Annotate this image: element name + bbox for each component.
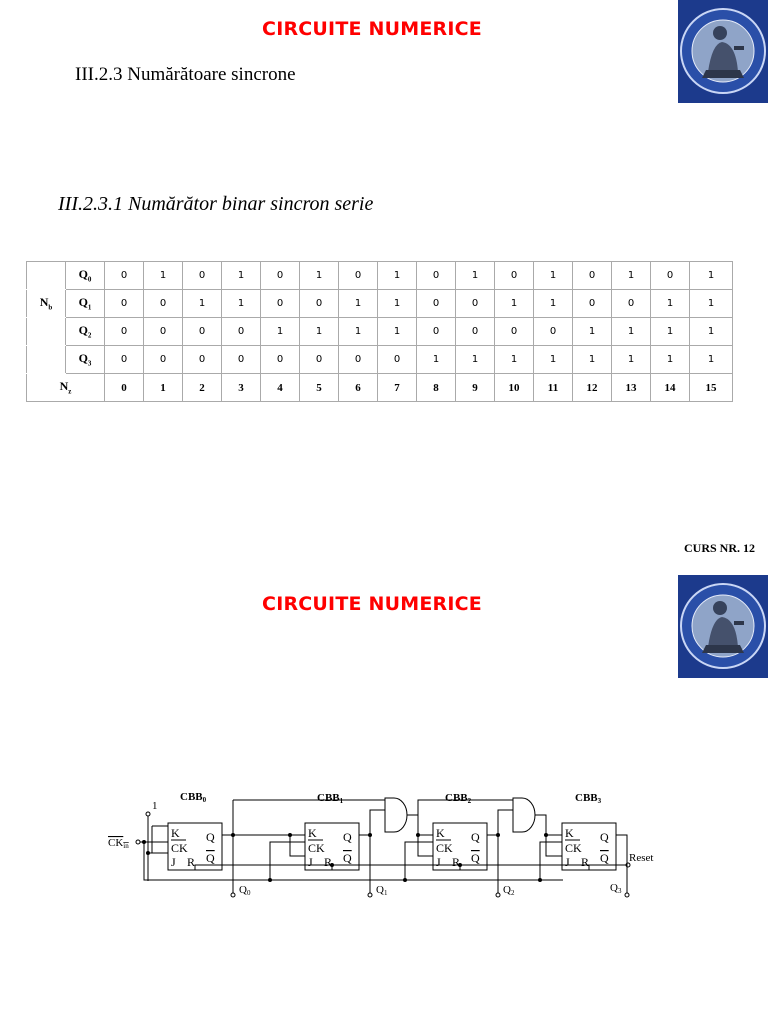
nz-cell: 13 [612, 374, 651, 402]
slide-title: CIRCUITE NUMERICE [262, 18, 482, 40]
table-cell: 1 [573, 318, 612, 346]
table-cell: 1 [534, 346, 573, 374]
pin-label-r: R [452, 855, 461, 869]
nz-cell: 11 [534, 374, 573, 402]
table-row [27, 290, 733, 318]
block-label-1: CBB1 [317, 792, 344, 805]
pin-label-r: R [324, 855, 333, 869]
pin-label-r: R [581, 855, 590, 869]
nz-cell: 15 [690, 374, 733, 402]
nz-cell: 8 [417, 374, 456, 402]
table-cell: 1 [612, 318, 651, 346]
table-cell: 1 [456, 346, 495, 374]
pin-label-qbar: Q [343, 851, 352, 865]
table-cell: 1 [651, 346, 690, 374]
q1-terminal [368, 893, 372, 897]
nz-cell: 2 [183, 374, 222, 402]
table-cell: 1 [300, 318, 339, 346]
pin-label-q: Q [206, 830, 215, 844]
pin-label-j: J [171, 855, 176, 869]
table-cell: 0 [339, 346, 378, 374]
logic-one-terminal [146, 812, 150, 816]
nb-group-cell [27, 318, 66, 346]
q3-terminal [625, 893, 629, 897]
pin-label-ck: CK [171, 841, 188, 855]
table-cell: 0 [105, 290, 144, 318]
table-cell: 1 [417, 346, 456, 374]
table-row [27, 318, 733, 346]
table-cell: 1 [612, 346, 651, 374]
table-cell: 0 [573, 262, 612, 290]
and-gate-1 [385, 798, 407, 832]
table-row [27, 262, 733, 290]
table-cell: 1 [495, 290, 534, 318]
table-cell: 1 [690, 290, 733, 318]
counter-circuit-diagram [100, 780, 670, 920]
row-label: $Q_1$ [66, 290, 105, 318]
table-cell: 0 [144, 290, 183, 318]
pin-label-q: Q [343, 830, 352, 844]
pin-label-k: K [436, 826, 445, 840]
nz-cell: 5 [300, 374, 339, 402]
table-cell: 1 [690, 262, 733, 290]
table-cell: 0 [261, 262, 300, 290]
table-cell: 0 [417, 318, 456, 346]
truth-table [26, 261, 733, 402]
q0-label: Q0 [239, 884, 251, 897]
table-cell: 0 [495, 318, 534, 346]
table-cell: 0 [144, 346, 183, 374]
logic-one-label: 1 [152, 800, 158, 812]
nz-cell: 12 [573, 374, 612, 402]
table-cell: 0 [105, 346, 144, 374]
table-cell: 0 [183, 262, 222, 290]
table-cell: 0 [456, 318, 495, 346]
table-cell: 0 [105, 262, 144, 290]
slide-2 [0, 573, 768, 1024]
table-cell: 0 [261, 346, 300, 374]
pin-label-j: J [436, 855, 441, 869]
table-cell: 1 [339, 318, 378, 346]
university-seal-icon [678, 575, 768, 678]
nz-label: $N_z$ [27, 374, 105, 402]
row-label: $Q_0$ [66, 262, 105, 290]
pin-label-qbar: Q [600, 851, 609, 865]
row-label: $Q_3$ [66, 346, 105, 374]
table-cell: 1 [612, 262, 651, 290]
pin-label-k: K [171, 826, 180, 840]
nz-row [27, 374, 733, 402]
pin-label-k: K [565, 826, 574, 840]
q3-label: Q3 [610, 882, 622, 895]
nz-cell: 1 [144, 374, 183, 402]
table-cell: 0 [651, 262, 690, 290]
table-cell: 1 [183, 290, 222, 318]
table-cell: 0 [261, 290, 300, 318]
nz-cell: 7 [378, 374, 417, 402]
q1-label: Q1 [376, 884, 388, 897]
subsection-heading: III.2.3.1 Numărător binar sincron serie [58, 193, 374, 215]
table-cell: 1 [222, 262, 261, 290]
table-cell: 0 [144, 318, 183, 346]
course-number: CURS NR. 12 [683, 541, 755, 555]
table-cell: 0 [534, 318, 573, 346]
table-cell: 1 [144, 262, 183, 290]
q0-terminal [231, 893, 235, 897]
pin-label-qbar: Q [471, 851, 480, 865]
table-cell: 0 [183, 318, 222, 346]
nz-cell: 9 [456, 374, 495, 402]
table-cell: 1 [534, 262, 573, 290]
table-cell: 0 [495, 262, 534, 290]
pin-label-j: J [565, 855, 570, 869]
block-label-0: CBB0 [180, 791, 207, 804]
table-cell: 0 [339, 262, 378, 290]
and-gate-2 [513, 798, 535, 832]
table-cell: 1 [690, 318, 733, 346]
nz-cell: 4 [261, 374, 300, 402]
pin-label-ck: CK [565, 841, 582, 855]
q2-label: Q2 [503, 884, 515, 897]
table-cell: 1 [378, 318, 417, 346]
pin-label-j: J [308, 855, 313, 869]
slide-title: CIRCUITE NUMERICE [262, 593, 482, 615]
university-seal-icon [678, 0, 768, 103]
nz-cell: 0 [105, 374, 144, 402]
table-cell: 1 [378, 262, 417, 290]
table-cell: 1 [378, 290, 417, 318]
table-cell: 1 [534, 290, 573, 318]
pin-label-k: K [308, 826, 317, 840]
table-cell: 1 [690, 346, 733, 374]
table-cell: 0 [183, 346, 222, 374]
table-cell: 1 [651, 290, 690, 318]
block-label-2: CBB2 [445, 792, 472, 805]
table-cell: 0 [378, 346, 417, 374]
table-cell: 1 [261, 318, 300, 346]
table-cell: 0 [612, 290, 651, 318]
table-cell: 1 [495, 346, 534, 374]
table-cell: 1 [300, 262, 339, 290]
pin-label-qbar: Q [206, 851, 215, 865]
table-cell: 1 [456, 262, 495, 290]
table-cell: 1 [222, 290, 261, 318]
nz-cell: 10 [495, 374, 534, 402]
nz-cell: 14 [651, 374, 690, 402]
table-cell: 0 [105, 318, 144, 346]
table-cell: 0 [456, 290, 495, 318]
clock-input-label: CKin [108, 837, 129, 850]
table-cell: 1 [573, 346, 612, 374]
table-cell: 0 [417, 262, 456, 290]
table-row [27, 346, 733, 374]
reset-label: Reset [629, 852, 654, 864]
table-cell: 0 [300, 346, 339, 374]
nb-group-cell [27, 346, 66, 374]
pin-label-q: Q [600, 830, 609, 844]
table-cell: 0 [222, 346, 261, 374]
table-cell: 1 [339, 290, 378, 318]
nz-cell: 3 [222, 374, 261, 402]
clock-input-terminal [136, 840, 140, 844]
block-label-3: CBB3 [575, 792, 602, 805]
nb-group-label: $N_b$ [27, 290, 66, 318]
pin-label-ck: CK [308, 841, 325, 855]
pin-label-r: R [187, 855, 196, 869]
table-cell: 0 [222, 318, 261, 346]
pin-label-q: Q [471, 830, 480, 844]
table-cell: 0 [417, 290, 456, 318]
table-cell: 1 [651, 318, 690, 346]
nz-cell: 6 [339, 374, 378, 402]
table-cell: 0 [573, 290, 612, 318]
pin-label-ck: CK [436, 841, 453, 855]
row-label: $Q_2$ [66, 318, 105, 346]
section-heading: III.2.3 Numărătoare sincrone [75, 64, 296, 85]
nb-group-cell [27, 262, 66, 290]
table-cell: 0 [300, 290, 339, 318]
q2-terminal [496, 893, 500, 897]
